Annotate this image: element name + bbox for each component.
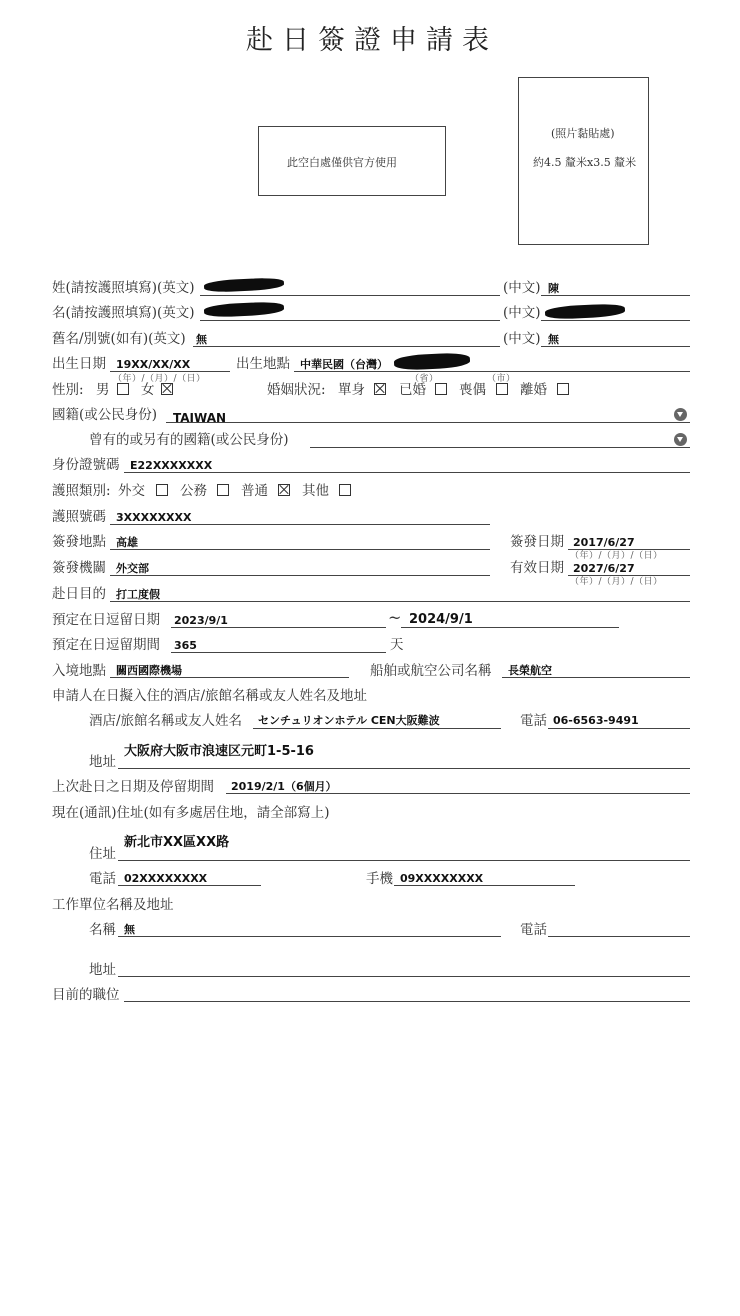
- former-cn-value: 無: [548, 333, 559, 346]
- issue-place-value: 高雄: [116, 536, 138, 549]
- photo-box-size: 約4.5 釐米x3.5 釐米: [533, 156, 637, 169]
- stay-length-value: 365: [174, 639, 197, 652]
- passport-type-other-label: 其他: [302, 483, 329, 499]
- expiry-value: 2027/6/27: [573, 562, 635, 575]
- redaction: [394, 352, 471, 371]
- days-unit: 天: [390, 637, 404, 653]
- port-of-entry-value: 關西國際機場: [116, 664, 182, 677]
- photo-box-label: (照片黏貼處): [551, 127, 615, 140]
- photo-box: [518, 77, 649, 245]
- former-en-value: 無: [196, 333, 207, 346]
- dob-value: 19XX/XX/XX: [116, 358, 191, 371]
- mobile-label: 手機: [366, 871, 393, 887]
- redaction: [545, 303, 626, 320]
- marital-widowed-label: 喪偶: [459, 382, 486, 398]
- passport-type-diplomatic-checkbox[interactable]: [156, 484, 168, 496]
- marital-divorced-label: 離婚: [520, 382, 547, 398]
- departure-date-line[interactable]: [401, 627, 619, 628]
- id-number-value: E22XXXXXXX: [130, 459, 213, 472]
- current-address-line[interactable]: [118, 860, 690, 861]
- given-en-line[interactable]: [200, 320, 500, 321]
- mobile-value: 09XXXXXXXX: [400, 872, 484, 885]
- official-use-box: [258, 126, 446, 196]
- issue-date-label: 簽發日期: [510, 534, 564, 550]
- sex-female-label: 女: [141, 382, 155, 398]
- hotel-name-line[interactable]: [253, 728, 501, 729]
- marital-widowed-checkbox[interactable]: [496, 383, 508, 395]
- marital-single-label: 單身: [338, 382, 365, 398]
- departure-date-value: 2024/9/1: [409, 612, 473, 627]
- passport-type-diplomatic-label: 外交: [118, 483, 145, 499]
- redaction: [204, 301, 285, 318]
- hotel-address-label: 地址: [89, 754, 116, 770]
- sex-male-label: 男: [96, 382, 110, 398]
- official-use-text: 此空白處僅供官方使用: [287, 156, 397, 169]
- hotel-tel-label: 電話: [520, 713, 547, 729]
- marital-single-checkbox[interactable]: [374, 383, 386, 395]
- purpose-line[interactable]: [110, 601, 690, 602]
- purpose-label: 赴日目的: [52, 586, 106, 602]
- employer-name-label: 名稱: [89, 922, 116, 938]
- hotel-address-value: 大阪府大阪市浪速区元町1-5-16: [124, 744, 314, 759]
- hotel-address-line[interactable]: [118, 768, 690, 769]
- sex-male-checkbox[interactable]: [117, 383, 129, 395]
- stay-length-label: 預定在日逗留期間: [52, 637, 160, 653]
- sex-female-checkbox[interactable]: [161, 383, 173, 395]
- employer-name-line[interactable]: [118, 936, 501, 937]
- purpose-value: 打工度假: [116, 588, 160, 601]
- chevron-down-icon[interactable]: [674, 408, 687, 421]
- last-visit-value: 2019/2/1（6個月）: [231, 780, 337, 793]
- passport-type-other-checkbox[interactable]: [339, 484, 351, 496]
- surname-en-label: 姓(請按護照填寫)(英文): [52, 280, 195, 296]
- employer-address-line[interactable]: [118, 976, 690, 977]
- hotel-tel-line[interactable]: [548, 728, 690, 729]
- pob-city-hint: （市）: [487, 374, 516, 384]
- given-cn-label: (中文): [503, 305, 541, 321]
- nationality-line[interactable]: [166, 422, 690, 423]
- airline-value: 長榮航空: [508, 664, 552, 677]
- pob-label: 出生地點: [236, 356, 290, 372]
- former-cn-line[interactable]: [541, 346, 690, 347]
- marital-married-checkbox[interactable]: [435, 383, 447, 395]
- marital-married-label: 已婚: [399, 382, 426, 398]
- given-en-label: 名(請按護照填寫)(英文): [52, 305, 195, 321]
- airline-label: 船舶或航空公司名稱: [370, 663, 492, 679]
- passport-type-official-label: 公務: [180, 483, 207, 499]
- former-en-label: 舊名/別號(如有)(英文): [52, 331, 186, 347]
- expiry-label: 有效日期: [510, 560, 564, 576]
- passport-type-official-checkbox[interactable]: [217, 484, 229, 496]
- employer-tel-label: 電話: [520, 922, 547, 938]
- surname-cn-line[interactable]: [541, 295, 690, 296]
- position-line[interactable]: [124, 1001, 690, 1002]
- employer-heading: 工作單位名稱及地址: [52, 897, 174, 913]
- former-cn-label: (中文): [503, 331, 541, 347]
- former-en-line[interactable]: [193, 346, 500, 347]
- nationality-value: TAIWAN: [173, 411, 227, 422]
- issue-date-format-hint: （年）/（月）/（日）: [570, 551, 663, 561]
- passport-type-ordinary-label: 普通: [241, 483, 268, 499]
- employer-tel-line[interactable]: [548, 936, 690, 937]
- given-cn-line[interactable]: [541, 320, 690, 321]
- issue-place-label: 簽發地點: [52, 534, 106, 550]
- nationality-label: 國籍(或公民身份): [52, 407, 158, 423]
- hotel-name-label: 酒店/旅館名稱或友人姓名: [89, 713, 243, 729]
- authority-label: 簽發機關: [52, 560, 106, 576]
- hotel-heading: 申請人在日擬入住的酒店/旅館名稱或友人姓名及地址: [52, 688, 368, 704]
- current-address-value: 新北市XX區XX路: [124, 835, 230, 850]
- chevron-down-icon[interactable]: [674, 433, 687, 446]
- id-number-label: 身份證號碼: [52, 457, 120, 473]
- redaction: [204, 277, 285, 293]
- marital-label: 婚姻狀況:: [267, 382, 326, 398]
- date-range-tilde: ~: [388, 608, 402, 627]
- current-address-label: 住址: [89, 846, 116, 862]
- last-visit-label: 上次赴日之日期及停留期間: [52, 779, 214, 795]
- hotel-name-value: センチュリオンホテル CEN大阪難波: [258, 714, 440, 727]
- passport-number-value: 3XXXXXXXX: [116, 511, 192, 524]
- passport-type-ordinary-checkbox[interactable]: [278, 484, 290, 496]
- surname-cn-value: 陳: [548, 282, 559, 295]
- authority-line[interactable]: [110, 575, 490, 576]
- current-address-heading: 現在(通訊)住址(如有多處居住地，請全部寫上): [52, 805, 330, 821]
- position-label: 目前的職位: [52, 987, 120, 1003]
- former-nationality-line[interactable]: [310, 447, 690, 448]
- dob-label: 出生日期: [52, 356, 106, 372]
- surname-en-line[interactable]: [200, 295, 500, 296]
- home-tel-value: 02XXXXXXXX: [124, 872, 208, 885]
- passport-number-label: 護照號碼: [52, 509, 106, 525]
- stay-dates-label: 預定在日逗留日期: [52, 612, 160, 628]
- expiry-format-hint: （年）/（月）/（日）: [570, 577, 663, 587]
- authority-value: 外交部: [116, 562, 149, 575]
- arrival-date-value: 2023/9/1: [174, 614, 228, 627]
- issue-date-value: 2017/6/27: [573, 536, 635, 549]
- hotel-tel-value: 06-6563-9491: [553, 714, 639, 727]
- employer-name-value: 無: [124, 923, 135, 936]
- home-tel-label: 電話: [89, 871, 116, 887]
- sex-label: 性別:: [52, 382, 84, 398]
- surname-cn-label: (中文): [503, 280, 541, 296]
- pob-province-hint: （省）: [410, 374, 439, 384]
- employer-address-label: 地址: [89, 962, 116, 978]
- pob-value: 中華民國（台灣）: [300, 358, 388, 371]
- form-title: 赴日簽證申請表: [246, 25, 498, 56]
- stay-length-line[interactable]: [171, 652, 386, 653]
- passport-type-label: 護照類別:: [52, 483, 111, 499]
- former-nationality-label: 曾有的或另有的國籍(或公民身份): [89, 432, 289, 448]
- dob-format-hint: （年）/（月）/（日）: [113, 374, 206, 384]
- marital-divorced-checkbox[interactable]: [557, 383, 569, 395]
- issue-place-line[interactable]: [110, 549, 490, 550]
- port-of-entry-label: 入境地點: [52, 663, 106, 679]
